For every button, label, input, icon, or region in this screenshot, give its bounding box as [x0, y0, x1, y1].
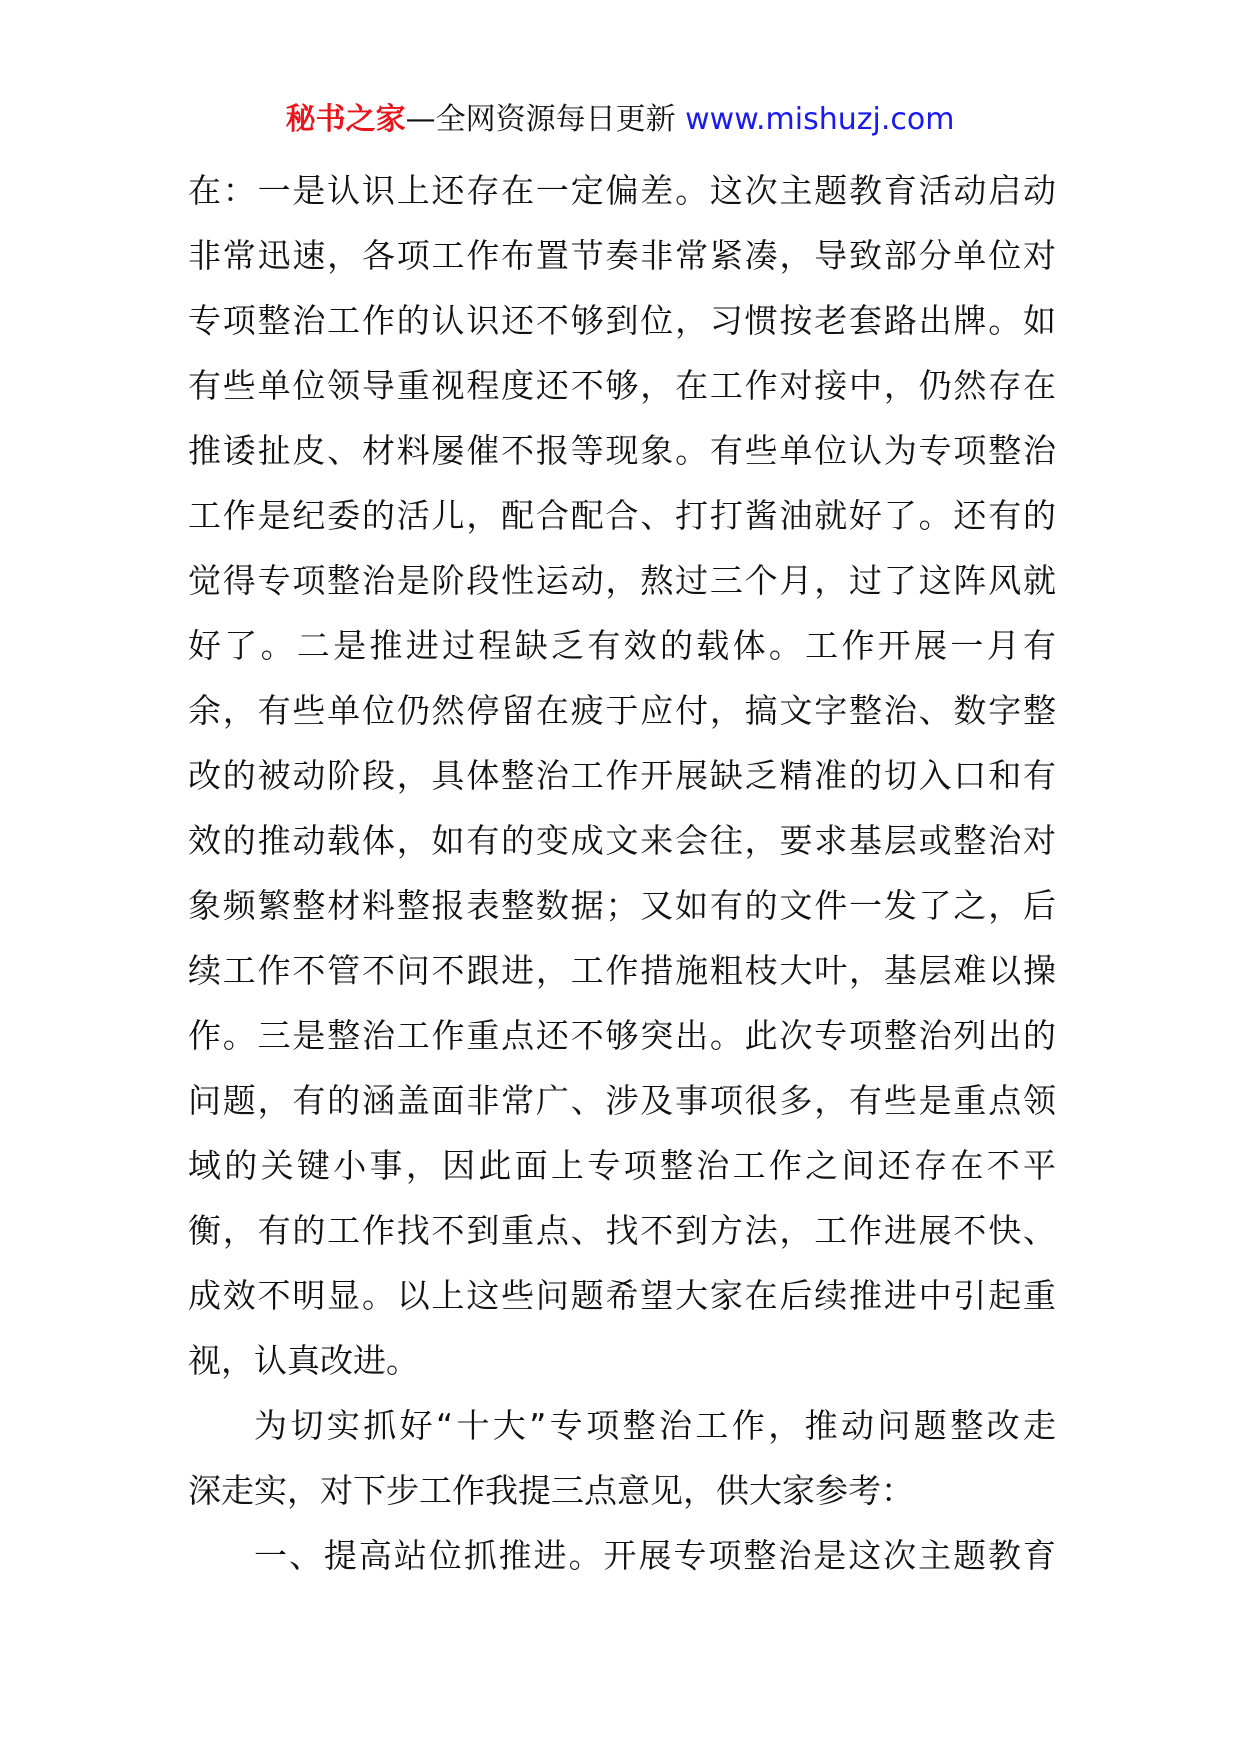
text-line: 成效不明显。以上这些问题希望大家在后续推进中引起重	[188, 1276, 1056, 1315]
text-line: 在：一是认识上还存在一定偏差。这次主题教育活动启动	[188, 171, 1056, 210]
text-line: 视，认真改进。	[188, 1341, 419, 1380]
text-line: 问题，有的涵盖面非常广、涉及事项很多，有些是重点领	[188, 1081, 1056, 1120]
header-tagline: —全网资源每日更新	[405, 102, 676, 137]
paragraph-start-line: 为切实抓好“十大”专项整治工作，推动问题整改走	[254, 1406, 1056, 1445]
text-line: 作。三是整治工作重点还不够突出。此次专项整治列出的	[188, 1016, 1056, 1055]
page-header	[0, 98, 1240, 142]
text-line: 推诿扯皮、材料屡催不报等现象。有些单位认为专项整治	[188, 431, 1056, 470]
text-line: 专项整治工作的认识还不够到位，习惯按老套路出牌。如	[188, 301, 1056, 340]
text-line: 域的关键小事，因此面上专项整治工作之间还存在不平	[188, 1146, 1056, 1185]
text-line: 深走实，对下步工作我提三点意见，供大家参考：	[188, 1471, 914, 1510]
text-line: 有些单位领导重视程度还不够，在工作对接中，仍然存在	[188, 366, 1056, 405]
text-line: 工作是纪委的活儿，配合配合、打打酱油就好了。还有的	[188, 496, 1056, 535]
text-line: 觉得专项整治是阶段性运动，熬过三个月，过了这阵风就	[188, 561, 1056, 600]
brand-name: 秘书之家	[285, 102, 406, 137]
website-link[interactable]: www.mishuzj.com	[685, 102, 955, 137]
section-heading-line: 一、提高站位抓推进。开展专项整治是这次主题教育	[254, 1536, 1056, 1575]
text-line: 余，有些单位仍然停留在疲于应付，搞文字整治、数字整	[188, 691, 1056, 730]
text-line: 衡，有的工作找不到重点、找不到方法，工作进展不快、	[188, 1211, 1056, 1250]
document-body	[188, 158, 1056, 1588]
text-line: 续工作不管不问不跟进，工作措施粗枝大叶，基层难以操	[188, 951, 1056, 990]
text-line: 效的推动载体，如有的变成文来会往，要求基层或整治对	[188, 821, 1056, 860]
text-line: 改的被动阶段，具体整治工作开展缺乏精准的切入口和有	[188, 756, 1056, 795]
text-line: 好了。二是推进过程缺乏有效的载体。工作开展一月有	[188, 626, 1056, 665]
text-line: 象频繁整材料整报表整数据；又如有的文件一发了之，后	[188, 886, 1056, 925]
text-line: 非常迅速，各项工作布置节奏非常紧凑，导致部分单位对	[188, 236, 1056, 275]
